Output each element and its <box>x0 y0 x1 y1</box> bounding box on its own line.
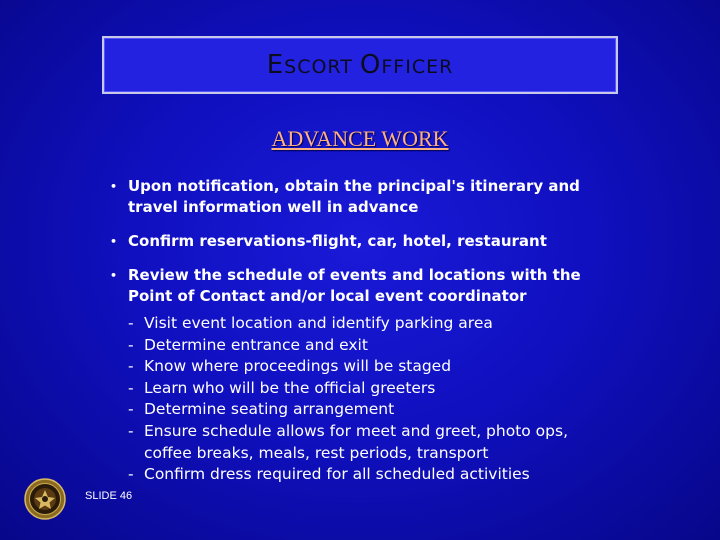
sub-item-text: Determine seating arrangement <box>144 400 395 419</box>
slide-title <box>267 50 454 80</box>
sub-item <box>128 399 600 421</box>
title-word-fficer: FFICER <box>381 56 454 78</box>
slide-number: SLIDE 46 <box>85 490 133 502</box>
bullet-text: Confirm reservations-flight, car, hotel, restaurant <box>128 232 547 250</box>
sub-item <box>128 313 600 335</box>
slide-subtitle: ADVANCE WORK <box>271 126 449 151</box>
seal-emblem-icon <box>24 478 66 520</box>
sub-item <box>128 421 600 464</box>
sub-item-text: Visit event location and identify parking area <box>144 314 493 332</box>
sub-item <box>128 335 600 357</box>
title-word-scort: SCORT <box>284 56 360 78</box>
bullet-item <box>110 231 600 252</box>
title-initial-e: E <box>266 50 285 80</box>
bullet-item <box>110 176 600 218</box>
dash-marker: - <box>128 314 134 332</box>
dash-marker: - <box>128 465 134 484</box>
bullet-list <box>110 176 600 499</box>
dash-marker: - <box>128 421 134 440</box>
sub-list <box>128 313 600 486</box>
bullet-item <box>110 265 600 486</box>
title-initial-o: O <box>359 50 382 80</box>
sub-item-text: Determine entrance and exit <box>144 335 368 354</box>
dash-marker: - <box>128 335 134 354</box>
bullet-text: Review the schedule of events and locations with the Point of Contact and/or local event coordinator <box>128 266 581 305</box>
bullet-text: Upon notification, obtain the principal's itinerary and travel information well in advance <box>128 177 580 216</box>
sub-item-text: Confirm dress required for all scheduled activities <box>144 465 530 484</box>
sub-item-text: Ensure schedule allows for meet and greet, photo ops, coffee breaks, meals, rest periods, transport <box>144 421 569 462</box>
dash-marker: - <box>128 400 134 419</box>
sub-item-text: Know where proceedings will be staged <box>144 357 452 376</box>
dash-marker: - <box>128 378 134 397</box>
title-box <box>102 36 618 94</box>
sub-item-text: Learn who will be the official greeters <box>144 378 436 397</box>
dash-marker: - <box>128 357 134 376</box>
sub-item <box>128 378 600 400</box>
sub-item <box>128 464 600 486</box>
sub-item <box>128 356 600 378</box>
